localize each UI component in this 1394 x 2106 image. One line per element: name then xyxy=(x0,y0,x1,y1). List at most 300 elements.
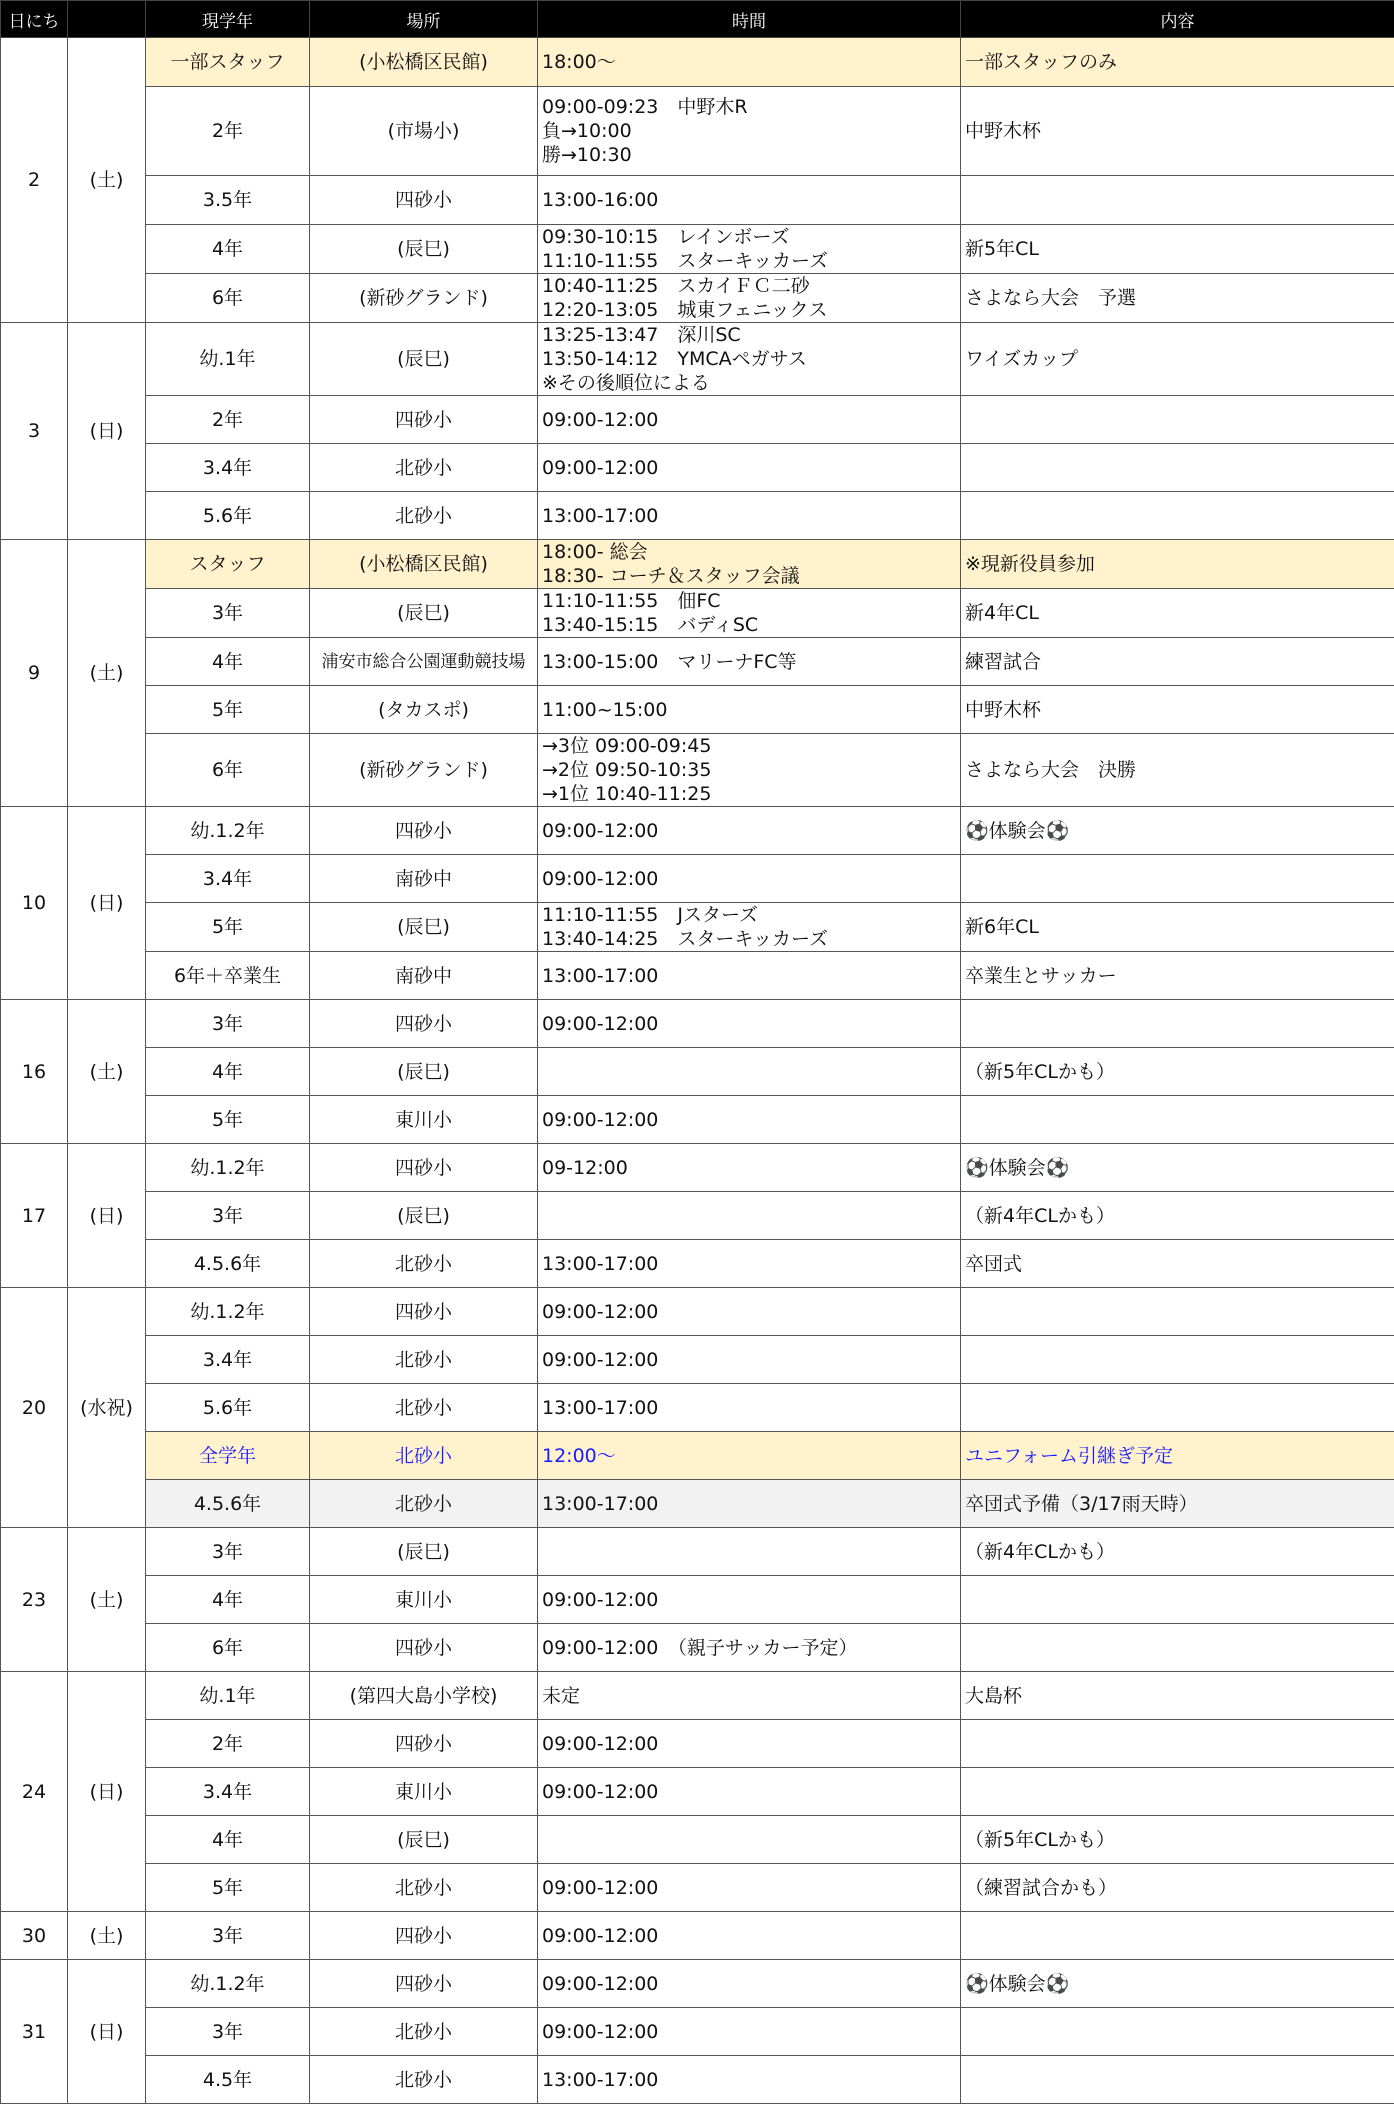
grade-cell: 5年 xyxy=(146,1864,310,1912)
note-cell xyxy=(961,1864,1394,1912)
header-place: 場所 xyxy=(310,1,538,38)
time-line: 18:00- 総会 xyxy=(542,541,648,563)
time-line: 09:00-12:00 xyxy=(542,1300,659,1323)
place-cell: (小松橋区民館) xyxy=(310,540,538,589)
time-cell xyxy=(538,734,961,807)
place-cell: (タカスポ) xyxy=(310,686,538,734)
grade-cell: 3年 xyxy=(146,1912,310,1960)
note-cell xyxy=(961,1192,1394,1240)
weekday-cell: (日) xyxy=(68,323,146,540)
time-cell xyxy=(538,1432,961,1480)
table-row xyxy=(1,396,1394,444)
time-line: 09:00-12:00 xyxy=(542,1924,659,1947)
time-cell xyxy=(538,1480,961,1528)
table-row xyxy=(1,1384,1394,1432)
time-line: 09:00-12:00 xyxy=(542,1012,659,1035)
grade-cell: 4.5年 xyxy=(146,2056,310,2104)
grade-cell: 幼.1.2年 xyxy=(146,1960,310,2008)
note-cell xyxy=(961,734,1394,807)
note-line: 卒団式予備（3/17雨天時） xyxy=(965,1492,1198,1515)
table-row xyxy=(1,903,1394,952)
time-cell xyxy=(538,2056,961,2104)
time-line: 09:00-12:00 xyxy=(542,1780,659,1803)
time-line: 11:00~15:00 xyxy=(542,698,668,721)
place-cell: (第四大島小学校) xyxy=(310,1672,538,1720)
note-cell xyxy=(961,1384,1394,1432)
note-cell xyxy=(961,274,1394,323)
time-line: 09:00-12:00 xyxy=(542,867,659,890)
table-row xyxy=(1,1240,1394,1288)
note-cell xyxy=(961,1096,1394,1144)
grade-cell: スタッフ xyxy=(146,540,310,589)
date-cell: 2 xyxy=(1,38,68,323)
date-cell: 17 xyxy=(1,1144,68,1288)
time-cell xyxy=(538,638,961,686)
header-date: 日にち xyxy=(1,1,68,38)
table-row xyxy=(1,638,1394,686)
place-cell: (市場小) xyxy=(310,87,538,176)
grade-cell: 5年 xyxy=(146,686,310,734)
note-line: （新5年CLかも） xyxy=(965,1828,1115,1851)
note-cell xyxy=(961,540,1394,589)
place-cell: 四砂小 xyxy=(310,1720,538,1768)
time-cell xyxy=(538,1672,961,1720)
table-row xyxy=(1,1720,1394,1768)
time-line: →3位 09:00-09:45 xyxy=(542,735,712,757)
note-line: ※現新役員参加 xyxy=(965,553,1095,575)
grade-cell: 5年 xyxy=(146,1096,310,1144)
place-cell: 北砂小 xyxy=(310,1432,538,1480)
note-line: 大島杯 xyxy=(965,1684,1023,1707)
table-row xyxy=(1,2056,1394,2104)
place-cell: 四砂小 xyxy=(310,807,538,855)
place-cell: 北砂小 xyxy=(310,1336,538,1384)
note-line: 卒団式 xyxy=(965,1252,1023,1275)
table-row xyxy=(1,176,1394,225)
time-cell xyxy=(538,1144,961,1192)
time-line: 09:00-12:00 xyxy=(542,1588,659,1611)
note-cell xyxy=(961,1816,1394,1864)
grade-cell: 3年 xyxy=(146,1192,310,1240)
time-line: 12:20-13:05 城東フェニックス xyxy=(542,299,828,321)
note-line: ユニフォーム引継ぎ予定 xyxy=(965,1444,1174,1467)
place-cell: 東川小 xyxy=(310,1768,538,1816)
time-cell xyxy=(538,1000,961,1048)
time-cell xyxy=(538,274,961,323)
place-cell: (新砂グランド) xyxy=(310,274,538,323)
time-line: 18:00～ xyxy=(542,51,616,73)
table-row xyxy=(1,734,1394,807)
note-cell xyxy=(961,1912,1394,1960)
grade-cell: 3.4年 xyxy=(146,855,310,903)
note-cell xyxy=(961,1144,1394,1192)
date-cell: 30 xyxy=(1,1912,68,1960)
time-line: 09:00-09:23 中野木R xyxy=(542,96,748,118)
date-cell: 24 xyxy=(1,1672,68,1912)
time-cell xyxy=(538,2008,961,2056)
grade-cell: 幼.1年 xyxy=(146,1672,310,1720)
note-cell xyxy=(961,396,1394,444)
note-cell xyxy=(961,323,1394,396)
date-cell: 9 xyxy=(1,540,68,807)
grade-cell: 2年 xyxy=(146,1720,310,1768)
time-line: 負→10:00 xyxy=(542,120,632,142)
table-row xyxy=(1,1048,1394,1096)
grade-cell: 2年 xyxy=(146,396,310,444)
note-line: さよなら大会 決勝 xyxy=(965,759,1137,781)
note-cell xyxy=(961,1720,1394,1768)
table-row xyxy=(1,225,1394,274)
header-time: 時間 xyxy=(538,1,961,38)
time-line: 09:00-12:00 xyxy=(542,1972,659,1995)
note-line: ⚽体験会⚽ xyxy=(965,1972,1070,1995)
note-line: 中野木杯 xyxy=(965,120,1042,142)
note-cell xyxy=(961,1960,1394,2008)
time-cell xyxy=(538,1864,961,1912)
place-cell: (辰巳) xyxy=(310,589,538,638)
time-line: 09:00-12:00 （親子サッカー予定） xyxy=(542,1636,858,1659)
weekday-cell: (日) xyxy=(68,807,146,1000)
note-cell xyxy=(961,1768,1394,1816)
date-cell: 23 xyxy=(1,1528,68,1672)
note-line: （新4年CLかも） xyxy=(965,1540,1115,1563)
note-cell xyxy=(961,1576,1394,1624)
note-cell xyxy=(961,1048,1394,1096)
time-line: 勝→10:30 xyxy=(542,144,632,166)
header-grade: 現学年 xyxy=(146,1,310,38)
note-cell xyxy=(961,589,1394,638)
grade-cell: 4年 xyxy=(146,1048,310,1096)
table-row xyxy=(1,1336,1394,1384)
note-cell xyxy=(961,1432,1394,1480)
note-cell xyxy=(961,492,1394,540)
grade-cell: 一部スタッフ xyxy=(146,38,310,87)
note-cell xyxy=(961,38,1394,87)
note-cell xyxy=(961,1000,1394,1048)
table-row xyxy=(1,1960,1394,2008)
grade-cell: 6年 xyxy=(146,734,310,807)
note-line: 中野木杯 xyxy=(965,698,1042,721)
grade-cell: 6年＋卒業生 xyxy=(146,952,310,1000)
weekday-cell: (日) xyxy=(68,1960,146,2104)
grade-cell: 3年 xyxy=(146,1000,310,1048)
table-row xyxy=(1,38,1394,87)
note-line: さよなら大会 予選 xyxy=(965,287,1137,309)
note-cell xyxy=(961,1240,1394,1288)
table-row xyxy=(1,1864,1394,1912)
grade-cell: 4.5.6年 xyxy=(146,1480,310,1528)
grade-cell: 5.6年 xyxy=(146,1384,310,1432)
weekday-cell: (土) xyxy=(68,540,146,807)
place-cell: 浦安市総合公園運動競技場 xyxy=(310,638,538,686)
note-line: （練習試合かも） xyxy=(965,1876,1118,1899)
grade-cell: 幼.1.2年 xyxy=(146,807,310,855)
table-row xyxy=(1,1144,1394,1192)
table-row xyxy=(1,492,1394,540)
time-cell xyxy=(538,1096,961,1144)
place-cell: (辰巳) xyxy=(310,225,538,274)
note-cell xyxy=(961,903,1394,952)
header-row xyxy=(1,1,1394,38)
time-line: 11:10-11:55 Jスターズ xyxy=(542,904,759,926)
place-cell: (小松橋区民館) xyxy=(310,38,538,87)
time-line: 13:40-14:25 スターキッカーズ xyxy=(542,928,829,950)
grade-cell: 3.4年 xyxy=(146,1336,310,1384)
place-cell: (辰巳) xyxy=(310,903,538,952)
table-row xyxy=(1,1576,1394,1624)
weekday-cell: (日) xyxy=(68,1144,146,1288)
place-cell: 東川小 xyxy=(310,1096,538,1144)
table-row xyxy=(1,1624,1394,1672)
grade-cell: 4年 xyxy=(146,225,310,274)
time-cell xyxy=(538,87,961,176)
grade-cell: 3.4年 xyxy=(146,444,310,492)
place-cell: 四砂小 xyxy=(310,176,538,225)
grade-cell: 4年 xyxy=(146,1816,310,1864)
time-cell xyxy=(538,1912,961,1960)
table-row xyxy=(1,323,1394,396)
time-line: 13:00-17:00 xyxy=(542,964,659,987)
note-cell xyxy=(961,1624,1394,1672)
table-row xyxy=(1,540,1394,589)
place-cell: (辰巳) xyxy=(310,323,538,396)
header-note: 内容 xyxy=(961,1,1394,38)
note-cell xyxy=(961,2008,1394,2056)
date-cell: 20 xyxy=(1,1288,68,1528)
time-line: 13:25-13:47 深川SC xyxy=(542,324,741,346)
time-line: 13:00-17:00 xyxy=(542,504,659,527)
table-row xyxy=(1,1432,1394,1480)
time-line: 09:00-12:00 xyxy=(542,819,659,842)
place-cell: (辰巳) xyxy=(310,1048,538,1096)
header-day xyxy=(68,1,146,38)
weekday-cell: (日) xyxy=(68,1672,146,1912)
place-cell: 東川小 xyxy=(310,1576,538,1624)
table-row xyxy=(1,589,1394,638)
time-cell xyxy=(538,952,961,1000)
time-line: 09:30-10:15 レインボーズ xyxy=(542,226,790,248)
note-cell xyxy=(961,1336,1394,1384)
note-cell xyxy=(961,1480,1394,1528)
note-line: ⚽体験会⚽ xyxy=(965,1156,1070,1179)
place-cell: (辰巳) xyxy=(310,1816,538,1864)
note-cell xyxy=(961,444,1394,492)
time-cell xyxy=(538,396,961,444)
note-line: 卒業生とサッカー xyxy=(965,964,1117,987)
table-row xyxy=(1,1816,1394,1864)
time-line: 13:50-14:12 YMCAペガサス xyxy=(542,348,807,370)
weekday-cell: (土) xyxy=(68,1528,146,1672)
time-line: →1位 10:40-11:25 xyxy=(542,783,712,805)
time-cell xyxy=(538,225,961,274)
note-cell xyxy=(961,225,1394,274)
place-cell: (新砂グランド) xyxy=(310,734,538,807)
time-line: 13:00-16:00 xyxy=(542,189,659,211)
time-cell xyxy=(538,444,961,492)
time-cell xyxy=(538,1288,961,1336)
time-cell xyxy=(538,1576,961,1624)
place-cell: 北砂小 xyxy=(310,2056,538,2104)
place-cell: 北砂小 xyxy=(310,1480,538,1528)
time-cell xyxy=(538,323,961,396)
time-line: 09:00-12:00 xyxy=(542,1732,659,1755)
table-row xyxy=(1,1672,1394,1720)
time-cell xyxy=(538,1336,961,1384)
grade-cell: 6年 xyxy=(146,1624,310,1672)
table-row xyxy=(1,1528,1394,1576)
time-cell xyxy=(538,589,961,638)
place-cell: 北砂小 xyxy=(310,444,538,492)
place-cell: 北砂小 xyxy=(310,1240,538,1288)
note-line: 新4年CL xyxy=(965,602,1039,624)
weekday-cell: (土) xyxy=(68,1912,146,1960)
place-cell: 四砂小 xyxy=(310,1960,538,2008)
table-row xyxy=(1,2008,1394,2056)
date-cell: 16 xyxy=(1,1000,68,1144)
table-row xyxy=(1,87,1394,176)
time-cell xyxy=(538,1720,961,1768)
time-line: 13:00-17:00 xyxy=(542,1492,659,1515)
place-cell: (辰巳) xyxy=(310,1192,538,1240)
note-cell xyxy=(961,952,1394,1000)
place-cell: 四砂小 xyxy=(310,1144,538,1192)
note-line: ワイズカップ xyxy=(965,348,1079,370)
table-row xyxy=(1,1912,1394,1960)
note-cell xyxy=(961,638,1394,686)
place-cell: 南砂中 xyxy=(310,952,538,1000)
time-line: 10:40-11:25 スカイＦＣ二砂 xyxy=(542,275,810,297)
note-line: 一部スタッフのみ xyxy=(965,51,1118,73)
table-row xyxy=(1,855,1394,903)
date-cell: 3 xyxy=(1,323,68,540)
note-cell xyxy=(961,2056,1394,2104)
time-cell xyxy=(538,1528,961,1576)
time-line: 未定 xyxy=(542,1684,581,1707)
time-line: 13:40-15:15 バディSC xyxy=(542,614,759,636)
weekday-cell: (水祝) xyxy=(68,1288,146,1528)
time-cell xyxy=(538,176,961,225)
time-cell xyxy=(538,38,961,87)
place-cell: (辰巳) xyxy=(310,1528,538,1576)
time-cell xyxy=(538,855,961,903)
place-cell: 北砂小 xyxy=(310,1864,538,1912)
time-line: 09-12:00 xyxy=(542,1156,628,1179)
table-row xyxy=(1,686,1394,734)
time-line: 11:10-11:55 佃FC xyxy=(542,590,721,612)
time-cell xyxy=(538,1768,961,1816)
table-row xyxy=(1,1192,1394,1240)
place-cell: 北砂小 xyxy=(310,492,538,540)
place-cell: 四砂小 xyxy=(310,1624,538,1672)
note-line: 新5年CL xyxy=(965,238,1039,260)
date-cell: 10 xyxy=(1,807,68,1000)
date-cell: 31 xyxy=(1,1960,68,2104)
place-cell: 四砂小 xyxy=(310,396,538,444)
time-cell xyxy=(538,540,961,589)
table-row xyxy=(1,1096,1394,1144)
table-row xyxy=(1,444,1394,492)
table-row xyxy=(1,807,1394,855)
time-line: 09:00-12:00 xyxy=(542,456,659,479)
table-row xyxy=(1,1480,1394,1528)
note-line: （新5年CLかも） xyxy=(965,1060,1115,1083)
note-line: 練習試合 xyxy=(965,650,1042,673)
place-cell: 北砂小 xyxy=(310,1384,538,1432)
table-row xyxy=(1,1288,1394,1336)
place-cell: 南砂中 xyxy=(310,855,538,903)
time-line: 18:30- コーチ＆スタッフ会議 xyxy=(542,565,800,587)
note-line: ⚽体験会⚽ xyxy=(965,819,1070,842)
time-cell xyxy=(538,1624,961,1672)
time-line: 09:00-12:00 xyxy=(542,1876,659,1899)
time-cell xyxy=(538,1048,961,1096)
place-cell: 四砂小 xyxy=(310,1000,538,1048)
place-cell: 北砂小 xyxy=(310,2008,538,2056)
table-row xyxy=(1,1000,1394,1048)
grade-cell: 3年 xyxy=(146,1528,310,1576)
schedule-body xyxy=(1,38,1394,2104)
time-line: ※その後順位による xyxy=(542,372,710,394)
time-cell xyxy=(538,903,961,952)
note-cell xyxy=(961,87,1394,176)
time-line: 13:00-17:00 xyxy=(542,2068,659,2091)
time-line: 11:10-11:55 スターキッカーズ xyxy=(542,250,829,272)
table-row xyxy=(1,274,1394,323)
note-line: 新6年CL xyxy=(965,916,1039,938)
note-cell xyxy=(961,855,1394,903)
time-line: 09:00-12:00 xyxy=(542,408,659,431)
note-cell xyxy=(961,686,1394,734)
time-cell xyxy=(538,1960,961,2008)
time-cell xyxy=(538,492,961,540)
grade-cell: 5.6年 xyxy=(146,492,310,540)
grade-cell: 3年 xyxy=(146,2008,310,2056)
note-cell xyxy=(961,176,1394,225)
grade-cell: 幼.1年 xyxy=(146,323,310,396)
time-cell xyxy=(538,1816,961,1864)
grade-cell: 4年 xyxy=(146,1576,310,1624)
time-cell xyxy=(538,1384,961,1432)
time-line: 12:00～ xyxy=(542,1444,616,1467)
grade-cell: 4年 xyxy=(146,638,310,686)
grade-cell: 3年 xyxy=(146,589,310,638)
table-row xyxy=(1,952,1394,1000)
note-cell xyxy=(961,1288,1394,1336)
time-cell xyxy=(538,686,961,734)
note-cell xyxy=(961,1672,1394,1720)
grade-cell: 幼.1.2年 xyxy=(146,1288,310,1336)
time-cell xyxy=(538,1192,961,1240)
weekday-cell: (土) xyxy=(68,38,146,323)
time-cell xyxy=(538,807,961,855)
time-line: 09:00-12:00 xyxy=(542,1348,659,1371)
grade-cell: 3.5年 xyxy=(146,176,310,225)
time-line: 09:00-12:00 xyxy=(542,1108,659,1131)
grade-cell: 5年 xyxy=(146,903,310,952)
grade-cell: 幼.1.2年 xyxy=(146,1144,310,1192)
note-cell xyxy=(961,1528,1394,1576)
time-cell xyxy=(538,1240,961,1288)
grade-cell: 2年 xyxy=(146,87,310,176)
time-line: →2位 09:50-10:35 xyxy=(542,759,712,781)
note-line: （新4年CLかも） xyxy=(965,1204,1115,1227)
time-line: 13:00-15:00 マリーナFC等 xyxy=(542,650,797,673)
time-line: 13:00-17:00 xyxy=(542,1252,659,1275)
time-line: 13:00-17:00 xyxy=(542,1396,659,1419)
place-cell: 四砂小 xyxy=(310,1288,538,1336)
note-cell xyxy=(961,807,1394,855)
grade-cell: 全学年 xyxy=(146,1432,310,1480)
